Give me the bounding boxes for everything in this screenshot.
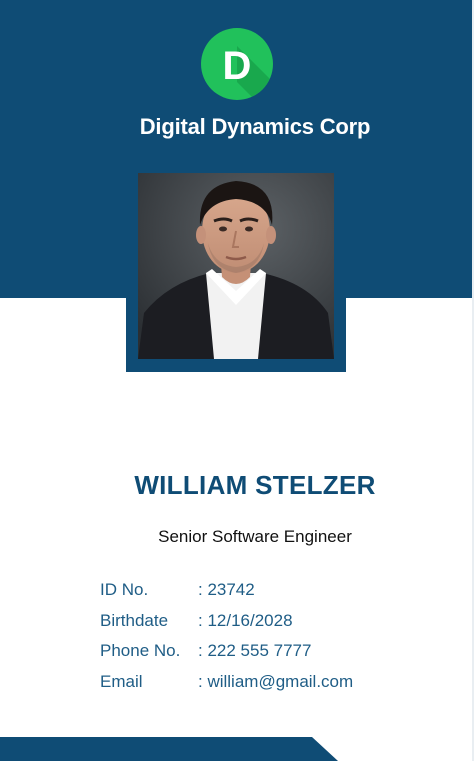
logo-letter: D [222,44,252,88]
company-logo [201,28,273,100]
footer-band [0,737,340,761]
detail-label: Email [100,671,143,691]
detail-value: : william@gmail.com [198,671,354,691]
detail-label: ID No. [100,580,149,599]
employee-title: Senior Software Engineer [158,527,352,546]
detail-row-id [100,579,353,610]
detail-value: : 222 555 7777 [198,641,312,660]
logo-mark [201,28,273,100]
detail-label: Birthdate [100,610,169,630]
detail-value: : 12/16/2028 [198,610,293,630]
company-name: Digital Dynamics Corp [139,114,371,139]
employee-photo [138,173,334,359]
details-list [100,579,353,701]
employee-name: WILLIAM STELZER [134,470,376,500]
detail-row-birthdate [100,610,353,641]
detail-row-phone [100,640,353,671]
detail-label: Phone No. [100,641,181,660]
detail-value: : 23742 [198,580,255,599]
detail-row-email [100,671,353,702]
